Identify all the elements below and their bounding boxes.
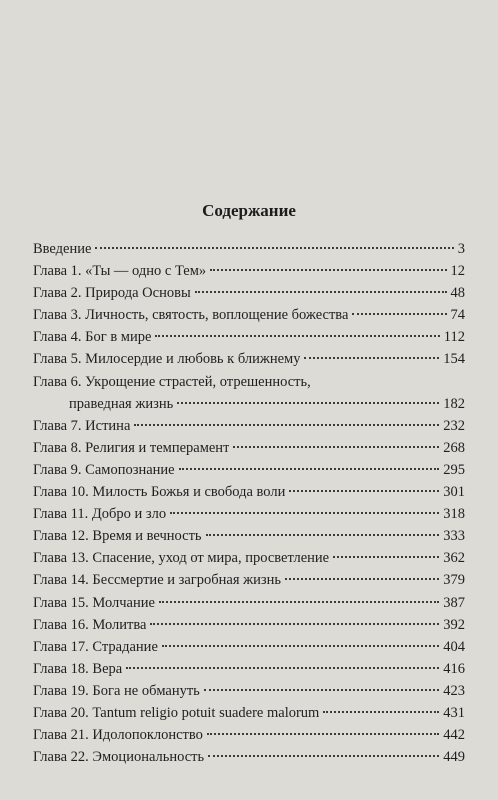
toc-page-number: 154	[443, 351, 465, 368]
dot-leader	[323, 711, 439, 713]
dot-leader	[304, 357, 439, 359]
toc-page-number: 12	[450, 263, 465, 280]
toc-entry-label: Глава 12. Время и вечность	[33, 528, 202, 545]
toc-entry	[33, 658, 465, 680]
toc-entry-label: Глава 6. Укрощение страстей, отрешенность,	[33, 373, 311, 390]
toc-entry	[33, 702, 465, 724]
toc-entry	[33, 304, 465, 326]
dot-leader	[170, 512, 439, 514]
toc-page-number: 268	[443, 439, 465, 456]
toc-entry	[33, 481, 465, 503]
toc-page-number: 295	[443, 461, 465, 478]
dot-leader	[352, 313, 446, 315]
toc-entry-label: Глава 8. Религия и темперамент	[33, 439, 230, 456]
toc-entry	[33, 326, 465, 348]
toc-page-number: 392	[443, 616, 465, 633]
toc-entry-label: Глава 22. Эмоциональность	[33, 749, 205, 766]
toc-entry	[33, 415, 465, 437]
toc-page-number: 416	[443, 660, 465, 677]
dot-leader	[179, 468, 440, 470]
toc-page-number: 112	[443, 329, 465, 346]
toc-entry	[33, 348, 465, 370]
dot-leader	[155, 335, 439, 337]
toc-entry	[33, 614, 465, 636]
toc-page-number: 74	[450, 307, 465, 324]
toc-entry-label: Глава 11. Добро и зло	[33, 506, 167, 523]
toc-entry-label: Глава 3. Личность, святость, воплощение божества	[33, 307, 349, 324]
toc-entry	[33, 503, 465, 525]
toc-entry	[33, 569, 465, 591]
dot-leader	[285, 578, 439, 580]
toc-entry-label: Глава 13. Спасение, уход от мира, просветление	[33, 550, 330, 567]
dot-leader	[233, 446, 439, 448]
toc-entry	[33, 393, 465, 415]
toc-page-number: 449	[443, 749, 465, 766]
toc-page-number: 182	[443, 395, 465, 412]
toc-page-number: 48	[450, 285, 465, 302]
toc-page-number: 387	[443, 594, 465, 611]
dot-leader	[162, 645, 439, 647]
toc-entry-label: Глава 17. Страдание	[33, 638, 158, 655]
toc-entry-label: Введение	[33, 241, 92, 257]
toc-entry-label: Глава 2. Природа Основы	[33, 285, 191, 302]
dot-leader	[195, 291, 447, 293]
dot-leader	[150, 623, 439, 625]
toc-entry-label: Глава 10. Милость Божья и свобода воли	[33, 484, 286, 501]
toc-entry-label: Глава 9. Самопознание	[33, 461, 175, 478]
toc-entry-label: Глава 1. «Ты — одно с Тем»	[33, 263, 207, 280]
toc-entry-continuation: праведная жизнь	[69, 395, 174, 412]
toc-page-number: 232	[443, 417, 465, 434]
toc-entry-label: Глава 4. Бог в мире	[33, 329, 152, 346]
toc-entry	[33, 547, 465, 569]
toc-page-number: 442	[443, 727, 465, 744]
toc-entry-label: Глава 21. Идолопоклонство	[33, 727, 203, 744]
toc-entry	[33, 282, 465, 304]
dot-leader	[134, 424, 439, 426]
dot-leader	[208, 755, 439, 757]
toc-entry-label: Глава 7. Истина	[33, 417, 131, 434]
toc-entry-label: Глава 19. Бога не обмануть	[33, 682, 200, 699]
toc-page-number: 333	[443, 528, 465, 545]
toc-entry	[33, 680, 465, 702]
dot-leader	[210, 269, 446, 271]
toc-entry	[33, 525, 465, 547]
toc-page-number: 3	[457, 241, 465, 257]
show-through-text	[0, 0, 498, 200]
toc-entry-label: Глава 14. Бессмертие и загробная жизнь	[33, 572, 281, 589]
toc-entry	[33, 238, 465, 260]
toc-page-number: 431	[443, 704, 465, 721]
toc-entry-label: Глава 20. Tantum religio potuit suadere malorum	[33, 704, 320, 721]
dot-leader	[177, 402, 439, 404]
toc-page-number: 301	[443, 484, 465, 501]
toc-page-number: 362	[443, 550, 465, 567]
dot-leader	[126, 667, 439, 669]
toc-entry-label: Глава 15. Молчание	[33, 594, 155, 611]
toc-entry	[33, 746, 465, 768]
dot-leader	[95, 247, 453, 249]
dot-leader	[289, 490, 439, 492]
toc-entry	[33, 592, 465, 614]
dot-leader	[204, 689, 439, 691]
toc-entry-label: Глава 5. Милосердие и любовь к ближнему	[33, 351, 301, 368]
table-of-contents	[33, 238, 465, 768]
dot-leader	[206, 534, 440, 536]
toc-page-number: 404	[443, 638, 465, 655]
toc-entry	[33, 724, 465, 746]
toc-entry	[33, 636, 465, 658]
dot-leader	[207, 733, 439, 735]
dot-leader	[333, 556, 439, 558]
toc-entry	[33, 437, 465, 459]
toc-page-number: 423	[443, 682, 465, 699]
toc-entry	[33, 260, 465, 282]
toc-entry	[33, 459, 465, 481]
toc-entry-label: Глава 18. Вера	[33, 660, 123, 677]
toc-page-number: 318	[443, 506, 465, 523]
toc-page-number: 379	[443, 572, 465, 589]
page-title: Содержание	[202, 201, 296, 220]
dot-leader	[159, 601, 439, 603]
toc-entry-label: Глава 16. Молитва	[33, 616, 147, 633]
